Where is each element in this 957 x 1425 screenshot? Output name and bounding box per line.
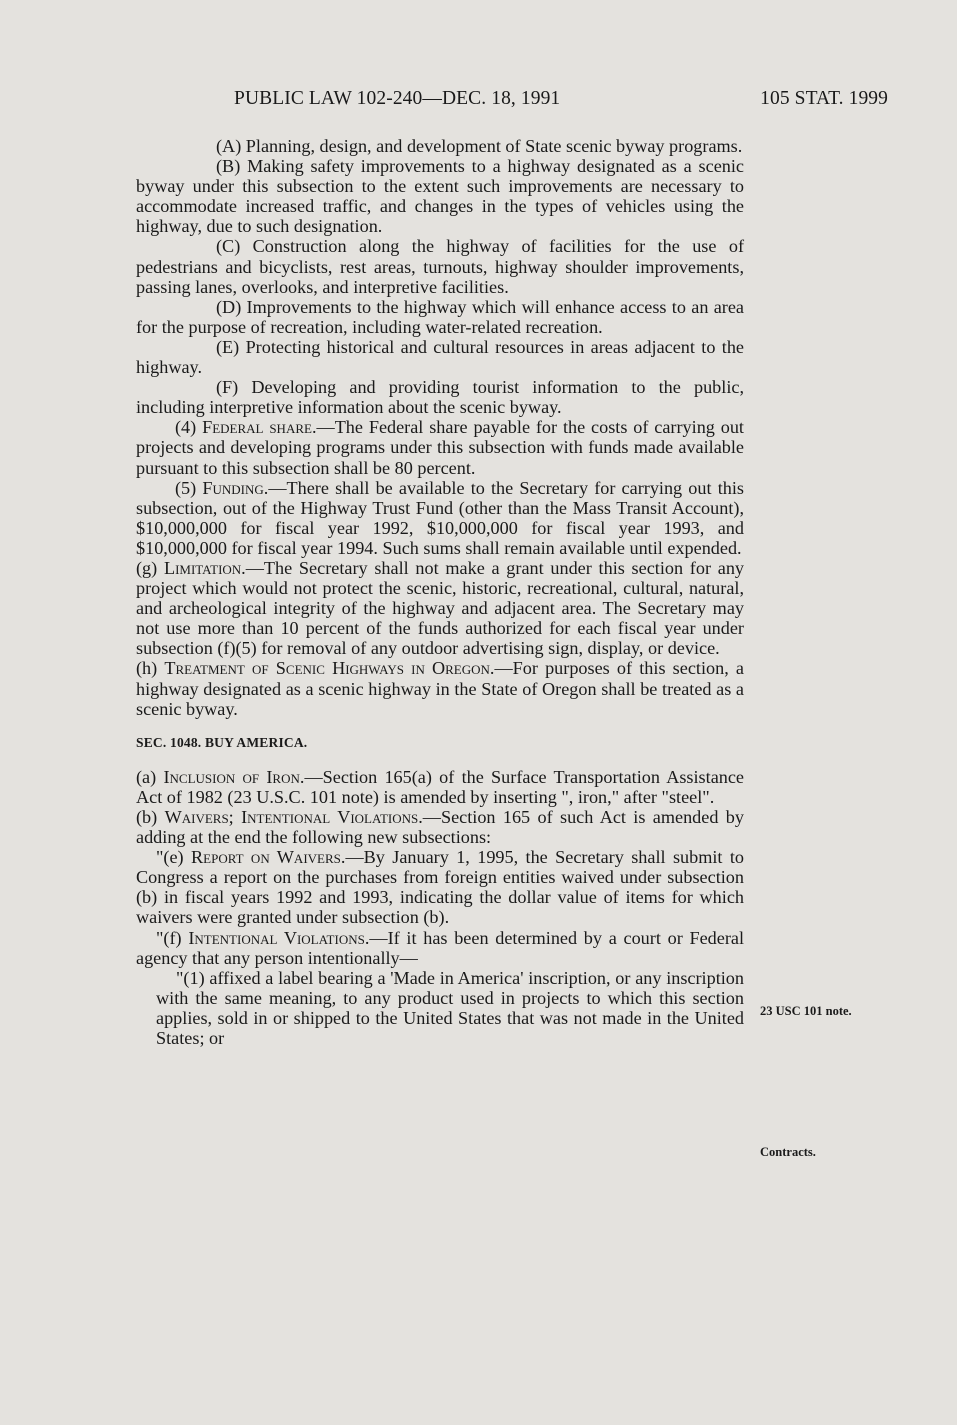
paragraph-D: (D) Improvements to the highway which will enhance access to an area for the purpose of recreation, including water-related recreation. <box>136 296 744 337</box>
paragraph-h-text: —For purposes of this section, a highway designated as a scenic highway in the State of Oregon shall be treated as a scenic byway. <box>136 658 744 719</box>
paragraph-e-heading: Report on Waivers. <box>191 847 346 868</box>
paragraph-5-text: —There shall be available to the Secretary for carrying out this subsection, out of the Highway Trust Fund (other than the Mass Transit Account), $10,000,000 for fiscal year 1992, $10,000,000 for fiscal year 1993, and $10,000,000 for fiscal year 1994. Such sums shall remain available until expended. <box>136 477 744 558</box>
paragraph-5-num: (5) <box>175 477 203 498</box>
paragraph-5 <box>136 478 744 558</box>
header-citation: PUBLIC LAW 102-240—DEC. 18, 1991 <box>234 88 561 109</box>
margin-note-contracts: Contracts. <box>760 1145 816 1159</box>
running-header <box>234 88 888 118</box>
paragraph-g-num: (g) <box>136 557 164 578</box>
paragraph-4-heading: Federal share. <box>202 417 317 438</box>
paragraph-A: (A) Planning, design, and development of State scenic byway programs. <box>216 136 743 156</box>
paragraph-4 <box>136 417 744 477</box>
paragraph-f-num: "(f) <box>156 927 189 948</box>
paragraph-a-num: (a) <box>136 766 164 787</box>
paragraph-g-text: —The Secretary shall not make a grant under this section for any project which would not protect the scenic, historic, recreational, cultural, natural, and archeological integrity of the highway and adjacent area. The Secretary may not use more than 10 percent of the funds authorized for each fiscal year under subsection (f)(5) for removal of any outdoor advertising sign, display, or device. <box>136 557 745 659</box>
paragraph-a <box>136 767 744 807</box>
paragraph-4-num: (4) <box>175 417 203 438</box>
paragraph-F: (F) Developing and providing tourist information to the public, including interpretive information about the scenic byway. <box>136 377 744 418</box>
paragraph-b-num: (b) <box>136 807 165 827</box>
margin-note-usc: 23 USC 101 note. <box>760 1004 852 1018</box>
section-heading: SEC. 1048. BUY AMERICA. <box>136 734 308 750</box>
paragraph-1: "(1) affixed a label bearing a 'Made in America' inscription, or any inscription with the same meaning, to any product used in projects to which this section applies, sold in or shipped to the United States that was not made in the United States; or <box>156 967 744 1049</box>
paragraph-b-text: —Section 165 of such Act is amended by adding at the end the following new subsections: <box>136 807 744 848</box>
paragraph-e <box>136 847 744 927</box>
paragraph-g <box>136 558 744 658</box>
paragraph-f-heading: Intentional Violations. <box>188 927 370 948</box>
paragraph-h-heading: Treatment of Scenic Highways in Oregon. <box>164 658 495 679</box>
paragraph-h-num: (h) <box>136 658 165 679</box>
paragraph-f <box>136 928 744 968</box>
paragraph-e-text: —By January 1, 1995, the Secretary shall submit to Congress a report on the purchases from foreign entities waived under subsection (b) in fiscal years 1992 and 1993, indicating the dollar value of items for which waivers were granted under subsection (b). <box>136 847 744 928</box>
paragraph-b <box>136 807 744 847</box>
paragraph-b-heading: Waivers; Intentional Violations. <box>164 807 423 827</box>
paragraph-5-heading: Funding. <box>202 477 269 498</box>
paragraph-e-num: "(e) <box>156 847 192 868</box>
paragraph-a-heading: Inclusion of Iron. <box>163 766 305 787</box>
header-stat-page: 105 STAT. 1999 <box>760 88 888 109</box>
paragraph-E: (E) Protecting historical and cultural resources in areas adjacent to the highway. <box>136 336 744 378</box>
paragraph-C: (C) Construction along the highway of facilities for the use of pedestrians and bicyclists, rest areas, turnouts, highway shoulder improvements, passing lanes, overlooks, and interpretive facilities. <box>136 236 744 297</box>
paragraph-4-text: —The Federal share payable for the costs of carrying out projects and developing programs under this subsection with funds made available pursuant to this subsection shall be 80 percent. <box>136 417 744 478</box>
paragraph-h <box>136 658 744 718</box>
paragraph-a-text: —Section 165(a) of the Surface Transportation Assistance Act of 1982 (23 U.S.C. 101 note) is amended by inserting ", iron," after "steel". <box>136 766 745 807</box>
body-text <box>136 136 744 1048</box>
paragraph-f-text: —If it has been determined by a court or Federal agency that any person intentionally— <box>136 927 745 968</box>
paragraph-g-heading: Limitation. <box>163 557 246 578</box>
paragraph-B: (B) Making safety improvements to a highway designated as a scenic byway under this subsection to the extent such improvements are necessary to accommodate increased traffic, and changes in the types of vehicles using the highway, due to such designation. <box>136 156 744 237</box>
